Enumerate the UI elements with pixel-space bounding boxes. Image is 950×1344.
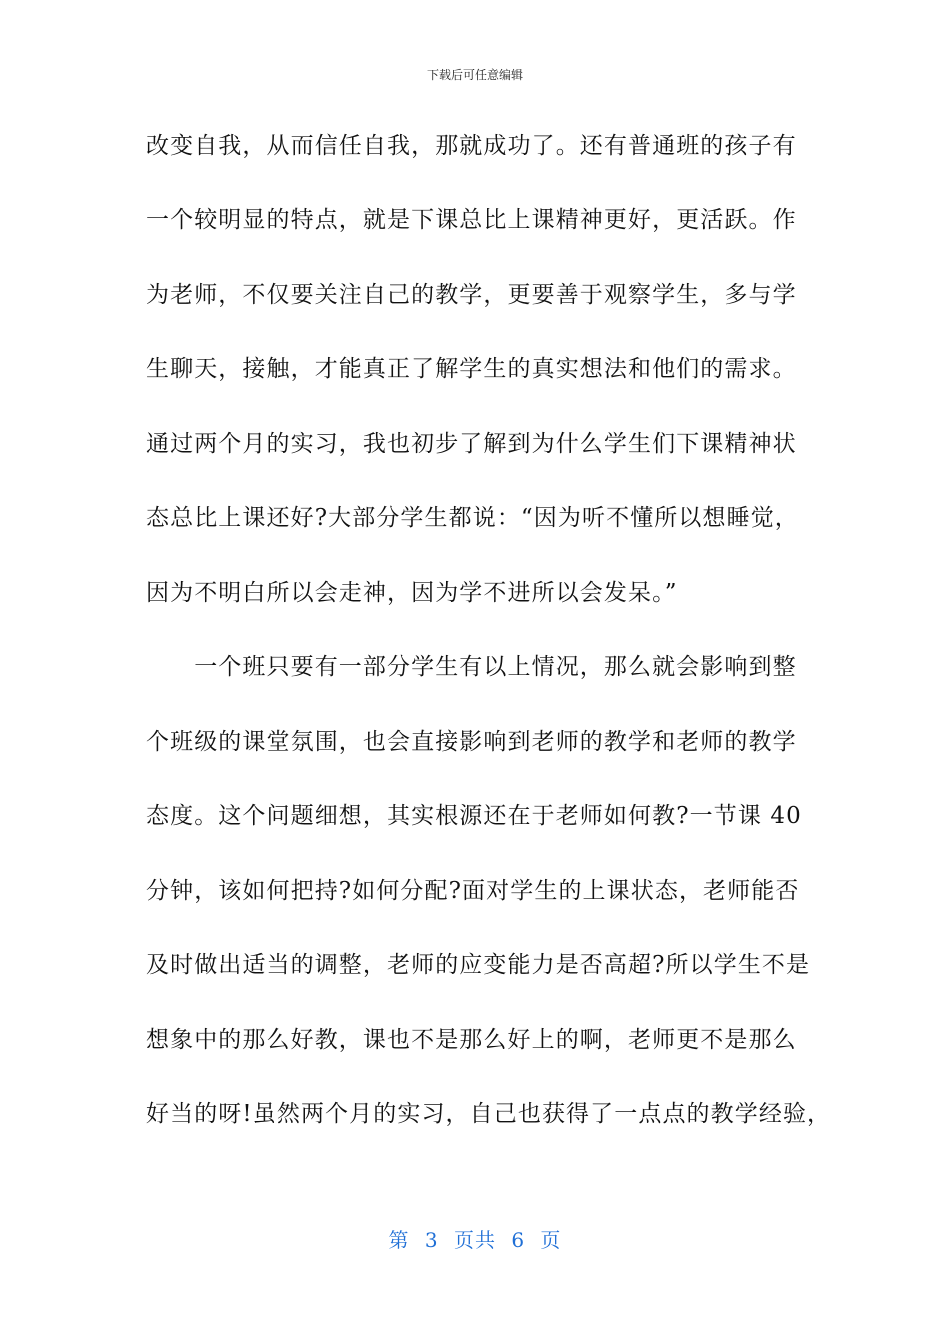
text-line: 一个较明显的特点，就是下课总比上课精神更好，更活跃。作 (146, 207, 797, 233)
text-line: 分钟，该如何把持?如何分配?面对学生的上课状态，老师能否 (146, 878, 800, 904)
text-line: 改变自我，从而信任自我，那就成功了。还有普通班的孩子有 (146, 133, 797, 159)
text-line: 一个班只要有一部分学生有以上情况，那么就会影响到整 (146, 654, 797, 680)
text-line: 生聊天，接触，才能真正了解学生的真实想法和他们的需求。 (146, 356, 797, 382)
text-line: 态度。这个问题细想，其实根源还在于老师如何教?一节课 40 (146, 803, 802, 829)
text-line: 为老师，不仅要关注自己的教学，更要善于观察学生，多与学 (146, 282, 797, 308)
text-line: 通过两个月的实习，我也初步了解到为什么学生们下课精神状 (146, 431, 797, 457)
text-line: 及时做出适当的调整，老师的应变能力是否高超?所以学生不是 (146, 952, 811, 978)
page-number-footer: 第 3 页共 6 页 (388, 1228, 562, 1252)
text-line: 想象中的那么好教，课也不是那么好上的啊，老师更不是那么 (146, 1027, 797, 1053)
text-line: 态总比上课还好?大部分学生都说：“因为听不懂所以想睡觉， (146, 505, 799, 531)
page-header: 下载后可任意编辑 (426, 68, 523, 82)
text-line: 好当的呀!虽然两个月的实习，自己也获得了一点点的教学经验， (146, 1101, 832, 1127)
text-line: 因为不明白所以会走神，因为学不进所以会发呆。” (146, 580, 678, 606)
text-line: 个班级的课堂氛围，也会直接影响到老师的教学和老师的教学 (146, 729, 797, 755)
